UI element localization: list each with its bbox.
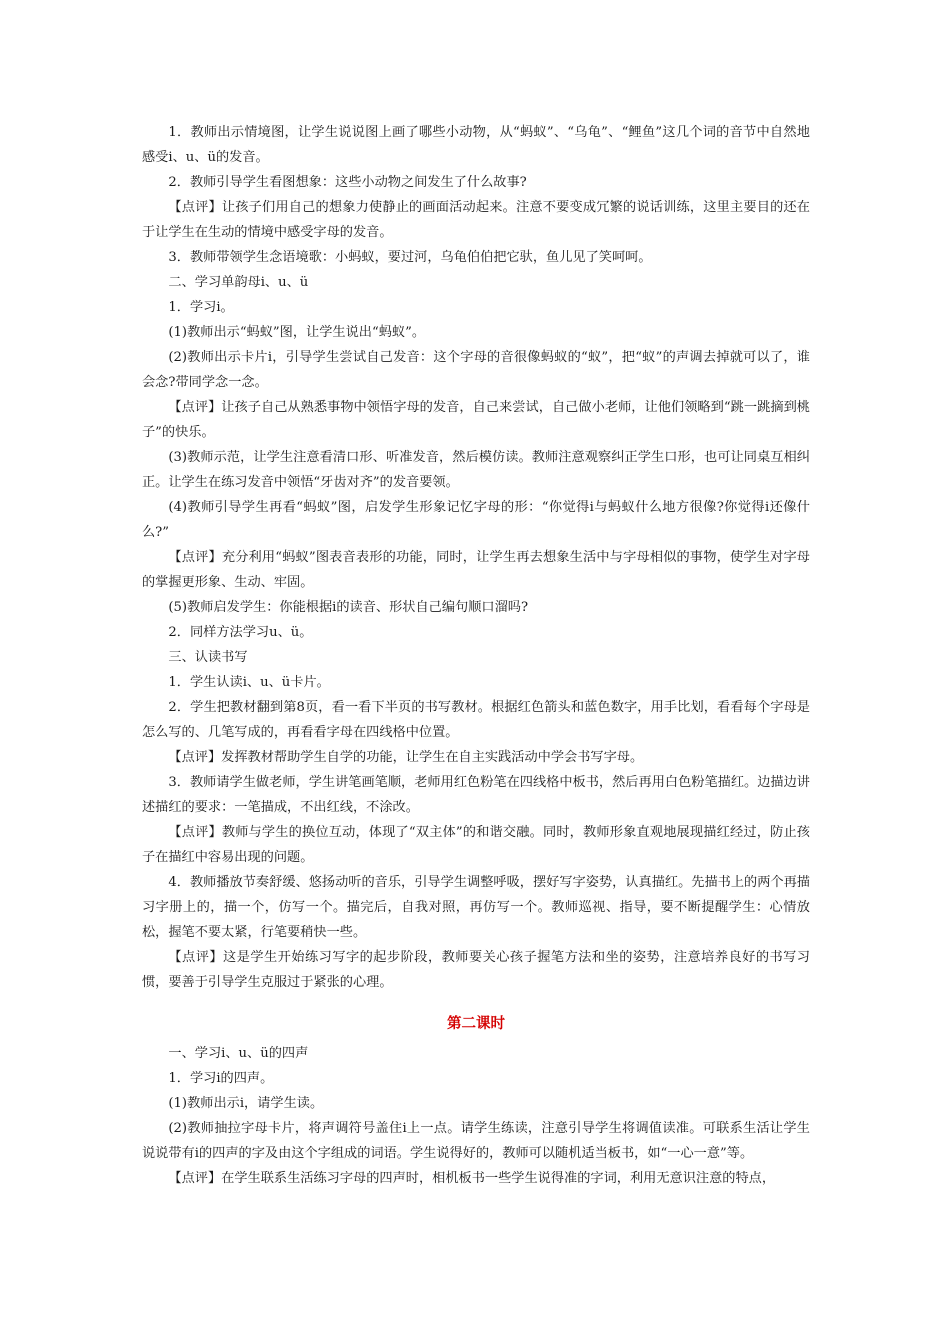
paragraph: 【点评】让孩子自己从熟悉事物中领悟字母的发音，自己来尝试，自己做小老师，让他们领略到“跳一跳摘到桃子”的快乐。 <box>142 400 810 440</box>
paragraph: 二、学习单韵母i、u、ü <box>168 275 309 290</box>
paragraph: (2)教师抽拉字母卡片，将声调符号盖住i上一点。请学生练读，注意引导学生将调值读准。可联系生活让学生说说带有i的四声的字及由这个字组成的词语。学生说得好的，教师可以随机适当板书，如“一心一意”等。 <box>142 1121 810 1161</box>
paragraph: 3．教师请学生做老师，学生讲笔画笔顺，老师用红色粉笔在四线格中板书，然后再用白色粉笔描红。边描边讲述描红的要求：一笔描成，不出红线，不涂改。 <box>142 775 810 815</box>
paragraph: 【点评】让孩子们用自己的想象力使静止的画面活动起来。注意不要变成冗繁的说话训练，这里主要目的还在于让学生在生动的情境中感受字母的发音。 <box>142 200 810 240</box>
paragraph: (5)教师启发学生：你能根据i的读音、形状自己编句顺口溜吗? <box>168 600 529 615</box>
paragraph: 4．教师播放节奏舒缓、悠扬动听的音乐，引导学生调整呼吸，摆好写字姿势，认真描红。先描书上的两个再描习字册上的，描一个，仿写一个。描完后，自我对照，再仿写一个。教师巡视、指导，要不断提醒学生：心情放松，握笔不要太紧，行笔要稍快一些。 <box>142 875 810 940</box>
section-title: 第二课时 <box>447 1015 505 1032</box>
paragraph: (3)教师示范，让学生注意看清口形、听准发音，然后模仿读。教师注意观察纠正学生口形，也可让同桌互相纠正。让学生在练习发音中领悟“牙齿对齐”的发音要领。 <box>142 450 810 490</box>
paragraph: 三、认读书写 <box>168 650 248 665</box>
paragraph: (1)教师出示“蚂蚁”图，让学生说出“蚂蚁”。 <box>168 325 426 340</box>
paragraph: 1．学习i的四声。 <box>168 1071 274 1086</box>
lesson-two-content <box>142 1041 810 1191</box>
paragraph: 1．学习i。 <box>168 300 234 315</box>
paragraph: 3．教师带领学生念语境歌：小蚂蚁，要过河，乌龟伯伯把它驮，鱼儿见了笑呵呵。 <box>168 250 652 265</box>
paragraph: 【点评】这是学生开始练习写字的起步阶段，教师要关心孩子握笔方法和坐的姿势，注意培养良好的书写习惯，要善于引导学生克服过于紧张的心理。 <box>142 950 810 990</box>
document-page <box>142 120 810 1191</box>
paragraph: 1．学生认读i、u、ü卡片。 <box>168 675 330 690</box>
paragraph: 【点评】发挥教材帮助学生自学的功能，让学生在自主实践活动中学会书写字母。 <box>168 750 644 765</box>
paragraph: 一、学习i、u、ü的四声 <box>168 1046 309 1061</box>
paragraph: (4)教师引导学生再看“蚂蚁”图，启发学生形象记忆字母的形：“你觉得i与蚂蚁什么地方很像?你觉得i还像什么?” <box>142 500 810 540</box>
paragraph: 2．学生把教材翻到第8页，看一看下半页的书写教材。根据红色箭头和蓝色数字，用手比划，看看每个字母是怎么写的、几笔写成的，再看看字母在四线格中位置。 <box>142 700 810 740</box>
paragraph: 1．教师出示情境图，让学生说说图上画了哪些小动物，从“蚂蚁”、“乌龟”、“鲤鱼”这几个词的音节中自然地感受i、u、ü的发音。 <box>142 125 810 165</box>
paragraph: (2)教师出示卡片i，引导学生尝试自己发音：这个字母的音很像蚂蚁的“蚁”，把“蚁”的声调去掉就可以了，谁会念?带同学念一念。 <box>142 350 810 390</box>
paragraph: 【点评】教师与学生的换位互动，体现了“双主体”的和谐交融。同时，教师形象直观地展现描红经过，防止孩子在描红中容易出现的问题。 <box>142 825 810 865</box>
paragraph: (1)教师出示i，请学生读。 <box>168 1096 324 1111</box>
lesson-one-content <box>142 120 810 995</box>
paragraph: 2．教师引导学生看图想象：这些小动物之间发生了什么故事? <box>168 175 527 190</box>
paragraph: 【点评】充分利用“蚂蚁”图表音表形的功能，同时，让学生再去想象生活中与字母相似的事物，使学生对字母的掌握更形象、生动、牢固。 <box>142 550 810 590</box>
paragraph: 2．同样方法学习u、ü。 <box>168 625 313 640</box>
paragraph: 【点评】在学生联系生活练习字母的四声时，相机板书一些学生说得准的字词，利用无意识注意的特点， <box>168 1171 776 1186</box>
